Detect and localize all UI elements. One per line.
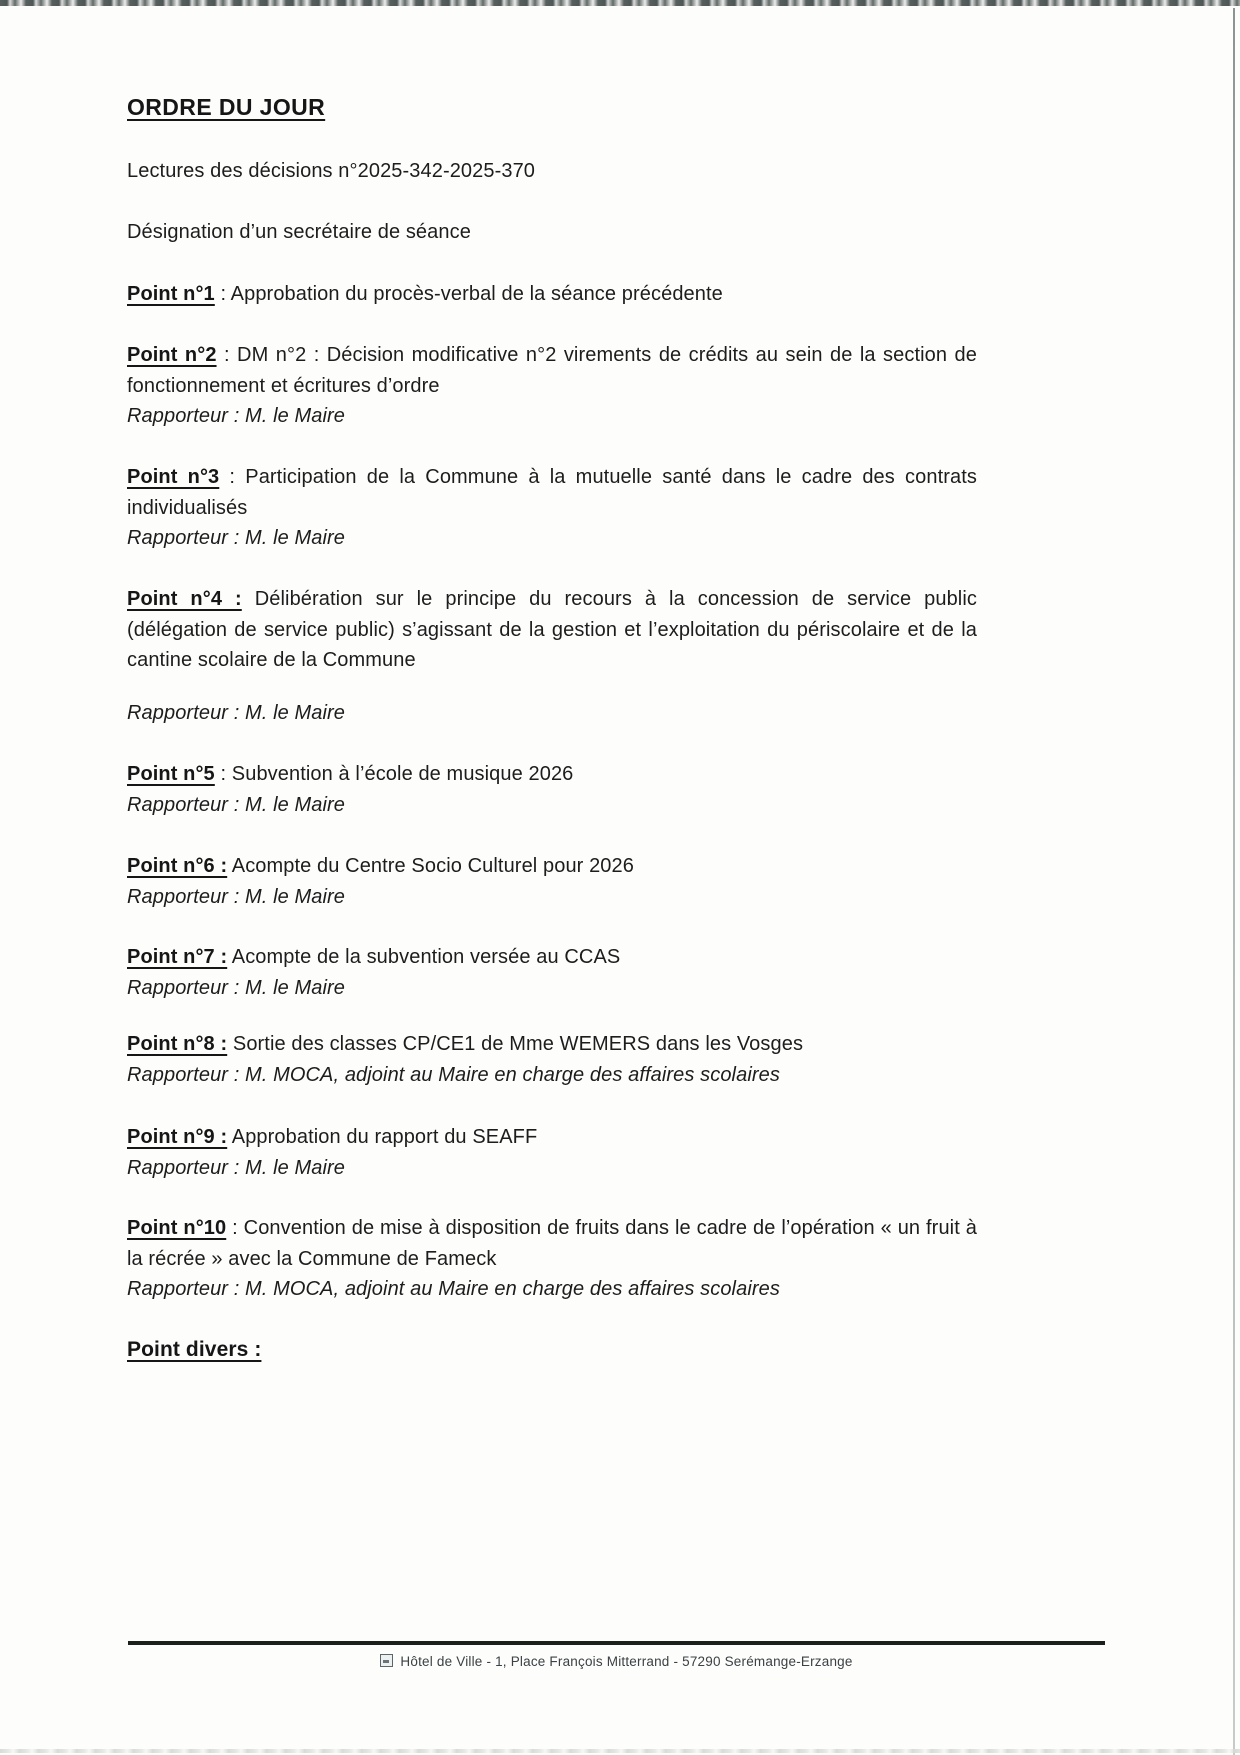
item-rapporteur: Rapporteur : M. le Maire <box>127 976 346 999</box>
item-label: Point n°1 <box>127 283 215 305</box>
agenda-item-9 <box>127 1122 977 1183</box>
item-label: Point n°3 <box>127 466 220 488</box>
intro-text: Lectures des décisions n°2025-342-2025-370 <box>127 160 536 182</box>
footer <box>128 1653 1105 1670</box>
agenda-item-8 <box>127 1029 977 1090</box>
item-text: Acompte de la subvention versée au CCAS <box>231 946 621 968</box>
agenda-item-2 <box>127 340 977 432</box>
point-divers-label: Point divers : <box>127 1338 262 1361</box>
item-rapporteur: Rapporteur : M. MOCA, adjoint au Maire en charge des affaires scolaires <box>127 1063 780 1086</box>
item-separator: : <box>219 466 246 488</box>
scan-artifact-top <box>0 0 1240 6</box>
item-label: Point n°9 : <box>127 1126 228 1148</box>
item-rapporteur: Rapporteur : M. le Maire <box>127 527 346 549</box>
item-label: Point n°2 <box>127 344 217 366</box>
item-label: Point n°6 : <box>127 855 228 877</box>
item-separator <box>242 588 255 610</box>
agenda-item-6 <box>127 851 977 912</box>
item-rapporteur: Rapporteur : M. le Maire <box>127 701 346 724</box>
town-hall-icon <box>380 1654 393 1667</box>
agenda-item-7 <box>127 942 977 1003</box>
scan-artifact-bottom <box>0 1749 1240 1753</box>
item-label: Point n°4 : <box>127 588 242 610</box>
item-rapporteur: Rapporteur : M. MOCA, adjoint au Maire en charge des affaires scolaires <box>127 1278 780 1300</box>
item-text: Approbation du procès-verbal de la séance précédente <box>230 283 723 305</box>
page-title: ORDRE DU JOUR <box>127 94 326 120</box>
point-divers-heading <box>127 1335 977 1366</box>
item-text: Subvention à l’école de musique 2026 <box>231 763 574 785</box>
item-text: DM n°2 : Décision modificative n°2 virements de crédits au sein de la section de fonctionnement et écritures d’ordre <box>127 344 977 397</box>
item-text: Sortie des classes CP/CE1 de Mme WEMERS dans les Vosges <box>232 1033 804 1055</box>
page-title-block <box>127 92 977 125</box>
agenda-item-1 <box>127 279 977 310</box>
item-rapporteur: Rapporteur : M. le Maire <box>127 405 346 427</box>
agenda-item-5 <box>127 759 977 820</box>
item-label: Point n°8 : <box>127 1033 228 1055</box>
intro-line-decisions <box>127 156 977 187</box>
item-separator: : <box>214 763 232 785</box>
scan-artifact-right <box>1233 8 1235 1755</box>
agenda-item-4 <box>127 584 977 728</box>
item-label: Point n°7 : <box>127 946 228 968</box>
item-separator: : <box>214 283 231 305</box>
item-rapporteur: Rapporteur : M. le Maire <box>127 885 346 908</box>
item-text: Acompte du Centre Socio Culturel pour 2026 <box>231 855 634 877</box>
agenda-item-3 <box>127 462 977 554</box>
intro-text: Désignation d’un secrétaire de séance <box>127 221 471 243</box>
item-text: Convention de mise à disposition de fruits dans le cadre de l’opération « un fruit à la récrée » avec la Commune de Fameck <box>127 1217 977 1270</box>
footer-rule <box>128 1641 1105 1645</box>
item-rapporteur: Rapporteur : M. le Maire <box>127 793 346 816</box>
item-separator: : <box>216 344 238 366</box>
item-text: Participation de la Commune à la mutuelle santé dans le cadre des contrats individualisés <box>127 466 977 519</box>
item-rapporteur: Rapporteur : M. le Maire <box>127 1156 346 1179</box>
agenda-item-10 <box>127 1213 977 1305</box>
intro-line-secretaire <box>127 217 977 248</box>
item-separator: : <box>226 1217 244 1239</box>
item-label: Point n°5 <box>127 763 215 785</box>
footer-address: Hôtel de Ville - 1, Place François Mitterrand - 57290 Serémange-Erzange <box>400 1654 853 1669</box>
item-text: Délibération sur le principe du recours à la concession de service public (délégation de service public) s’agissant de la gestion et l’exploitation du périscolaire et de la cantine scolaire de la Commune <box>127 588 977 671</box>
item-label: Point n°10 <box>127 1217 227 1239</box>
item-text: Approbation du rapport du SEAFF <box>231 1126 538 1148</box>
